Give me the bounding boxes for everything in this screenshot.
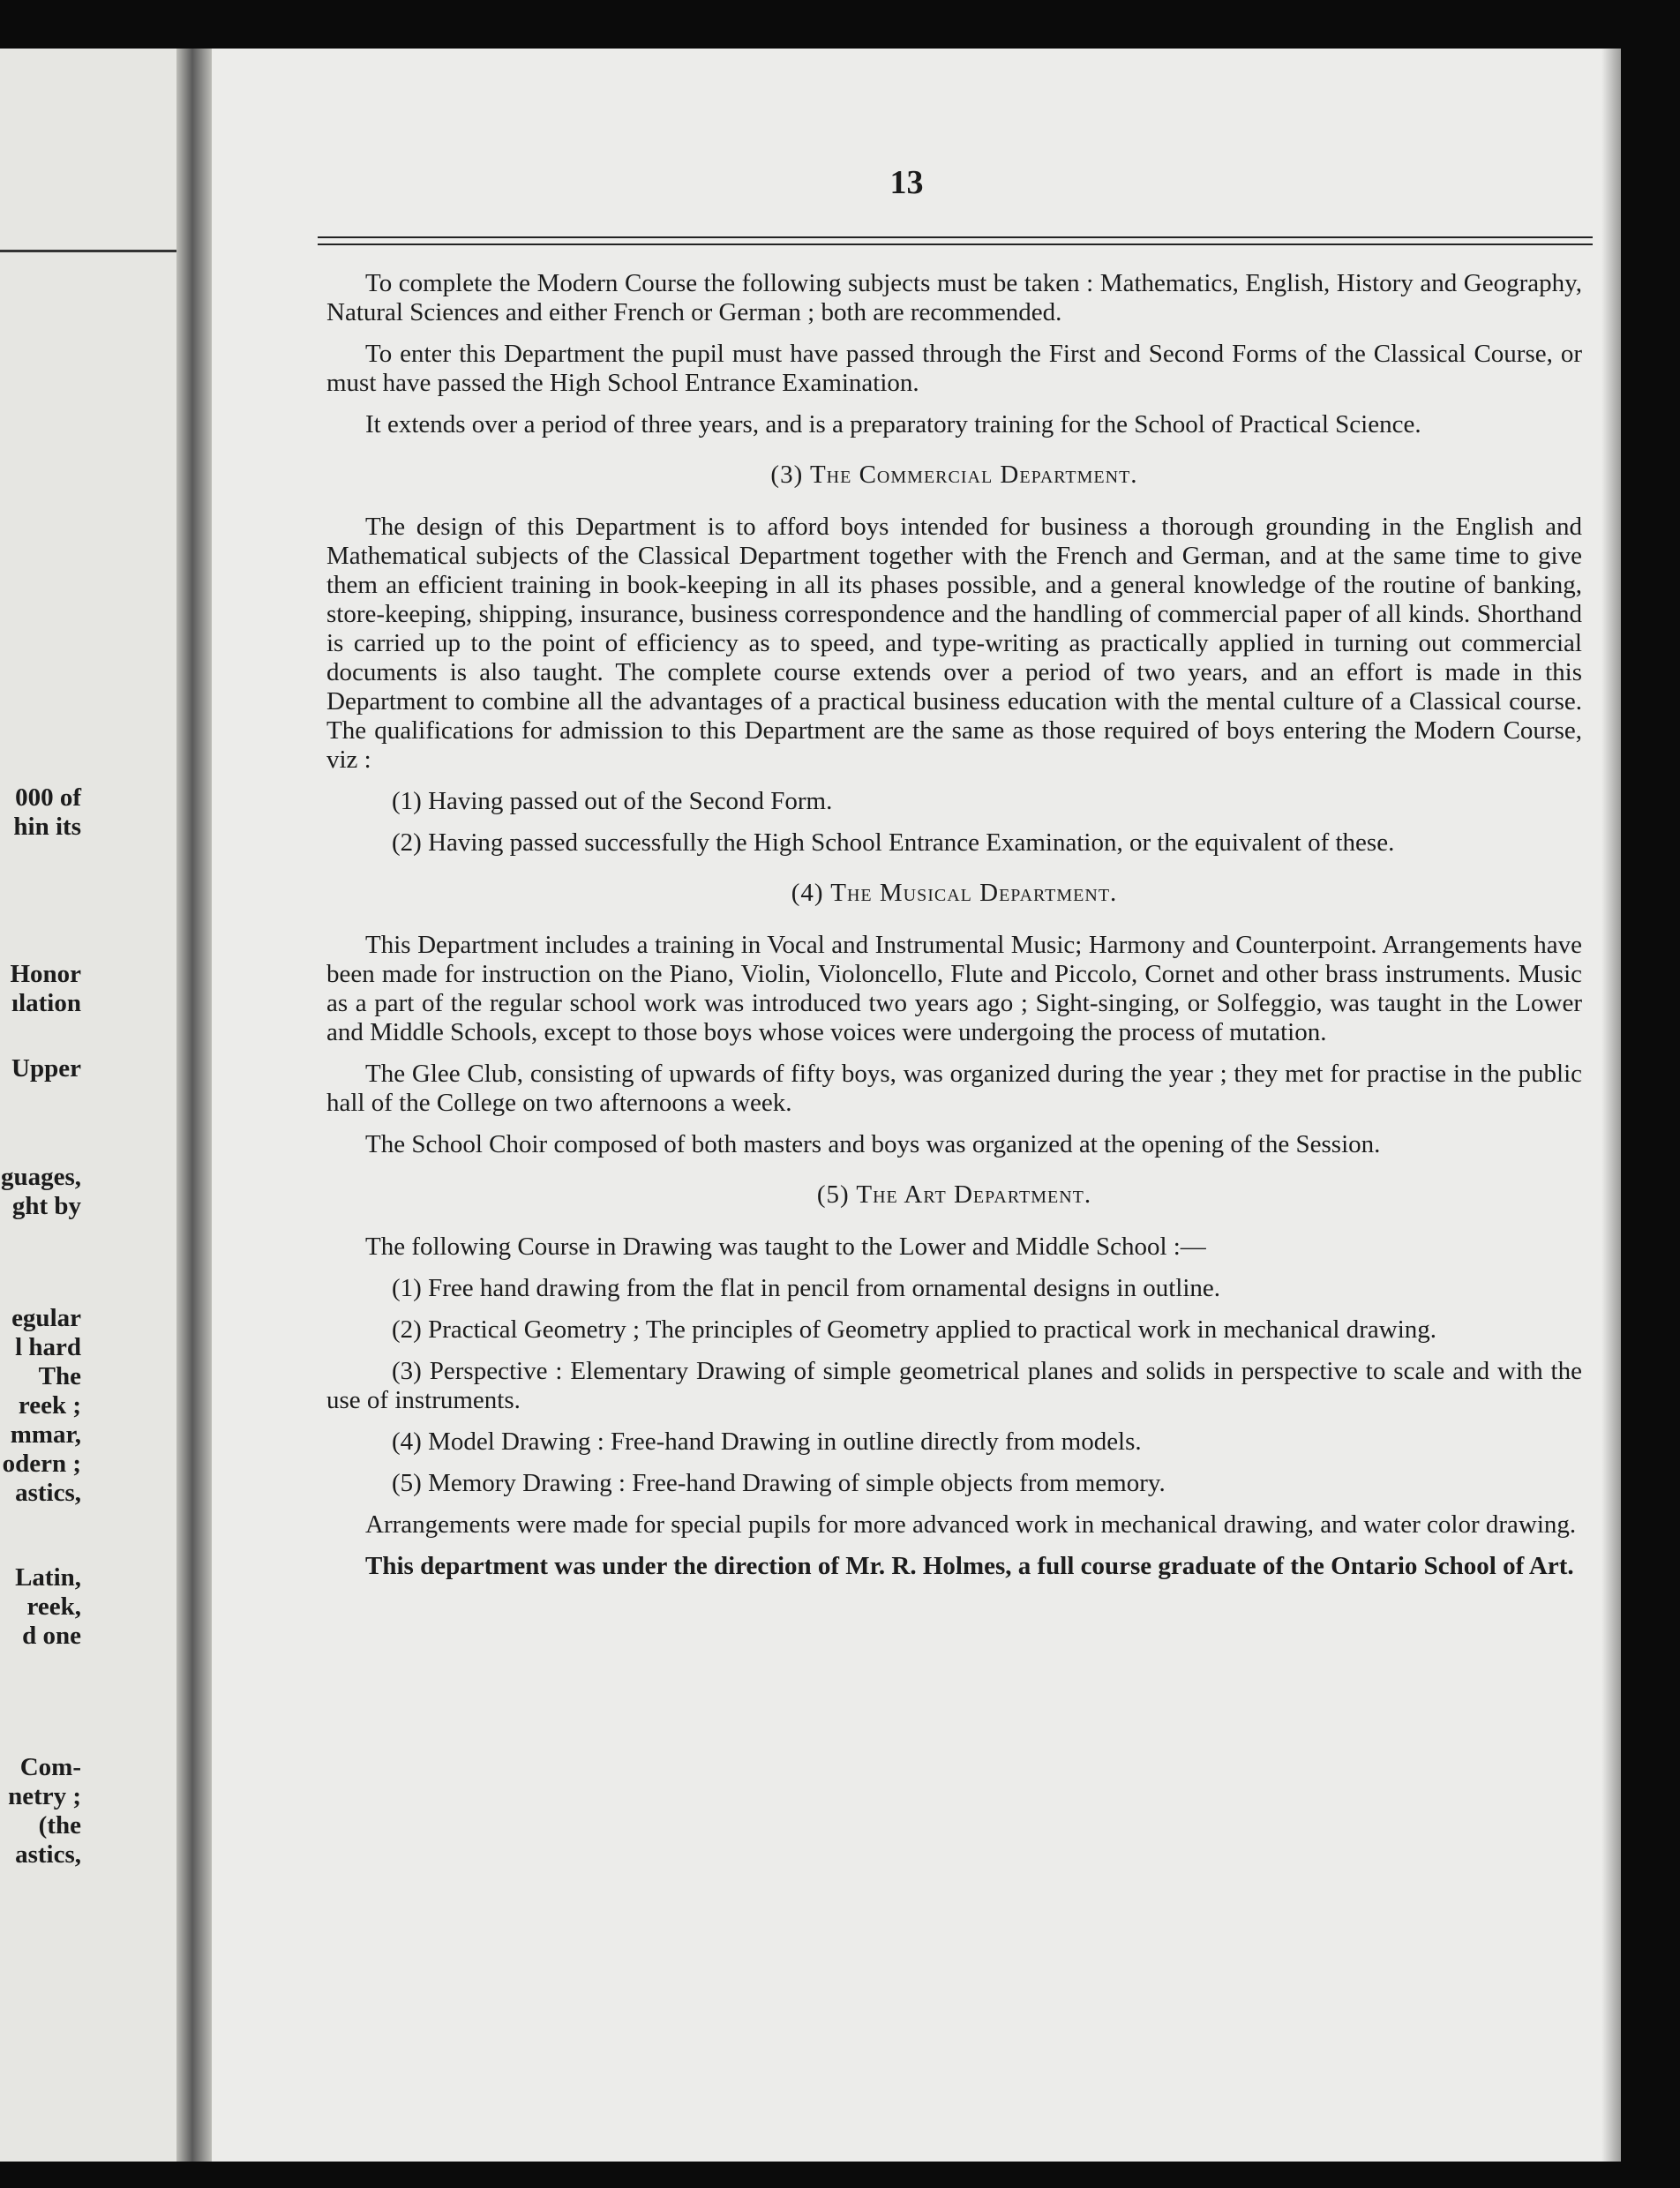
header-rule-top xyxy=(318,236,1593,238)
paragraph: Arrangements were made for special pupils for more advanced work in mechanical drawing, and water color drawing. xyxy=(365,1510,1577,1539)
margin-fragment: odern ; xyxy=(2,1450,81,1478)
margin-fragment: reek ; xyxy=(18,1391,81,1420)
list-item: (1) Free hand drawing from the flat in pencil from ornamental designs in outline. xyxy=(392,1274,1221,1302)
paragraph: This department was under the direction of Mr. R. Holmes, a full course graduate of the Ontario School of Art. xyxy=(365,1552,1574,1580)
section-heading: (4) The Musical Department. xyxy=(791,879,1118,907)
page xyxy=(212,49,1601,2162)
page-number: 13 xyxy=(889,164,924,201)
margin-fragment: Latin, xyxy=(15,1563,81,1592)
paragraph: To enter this Department the pupil must have passed through the First and Second Forms of the Classical Course, or must have passed the High School Entrance Examination. xyxy=(326,340,1582,397)
paragraph: It extends over a period of three years, and is a preparatory training for the School of Practical Science. xyxy=(365,410,1421,438)
margin-fragment: egular xyxy=(11,1304,81,1332)
left-page-rule xyxy=(0,250,176,252)
margin-fragment: astics, xyxy=(15,1479,81,1507)
section-heading: (3) The Commercial Department. xyxy=(770,461,1138,489)
margin-fragment: reek, xyxy=(26,1592,81,1621)
list-item: (2) Having passed successfully the High School Entrance Examination, or the equivalent of these. xyxy=(392,828,1395,857)
list-item: (2) Practical Geometry ; The principles of Geometry applied to practical work in mechanical drawing. xyxy=(392,1315,1437,1344)
list-item: (1) Having passed out of the Second Form. xyxy=(392,787,833,815)
margin-fragment: Com- xyxy=(19,1753,81,1781)
paragraph: To complete the Modern Course the following subjects must be taken : Mathematics, English, History and Geography, Natural Sciences and either French or German ; both are recommended. xyxy=(326,269,1582,326)
margin-fragment: ılation xyxy=(11,989,81,1017)
margin-fragment: guages, xyxy=(0,1163,81,1191)
page-edge-shadow xyxy=(1601,49,1621,2162)
book-gutter xyxy=(176,49,212,2162)
margin-fragment: netry ; xyxy=(8,1782,81,1810)
margin-fragment: mmar, xyxy=(10,1420,81,1449)
left-page-edge xyxy=(0,49,176,2162)
margin-fragment: The xyxy=(38,1362,81,1390)
list-item: (5) Memory Drawing : Free-hand Drawing of simple objects from memory. xyxy=(392,1469,1166,1497)
margin-fragment: (the xyxy=(38,1811,81,1840)
paragraph: This Department includes a training in Vocal and Instrumental Music; Harmony and Counterpoint. Arrangements have been made for instruction on the Piano, Violin, Violoncello, Flute and Piccolo, Cornet and other brass instruments. Music as a part of the regular school work was introduced two years ago ; Sight-singing, or Solfeggio, was taught in the Lower and Middle Schools, except to those boys whose voices were undergoing the process of mutation. xyxy=(326,931,1582,1046)
header-rule-bottom xyxy=(318,244,1593,245)
list-item: (3) Perspective : Elementary Drawing of simple geometrical planes and solids in perspective to scale and with the use of instruments. xyxy=(326,1357,1582,1414)
margin-fragment: l hard xyxy=(15,1333,81,1361)
page-body xyxy=(326,269,1582,1593)
paragraph: The design of this Department is to afford boys intended for business a thorough grounding in the English and Mathematical subjects of the Classical Department together with the French and German, and at the same time to give them an efficient training in book-keeping in all its phases possible, and a general knowledge of the routine of banking, store-keeping, shipping, insurance, business correspondence and the handling of commercial paper of all kinds. Shorthand is carried up to the point of efficiency as to speed, and type-writing as practically applied in turning out commercial documents is also taught. The complete course extends over a period of two years, and an effort is made in this Department to combine all the advantages of a practical business education with the mental culture of a Classical course. The qualifications for admission to this Department are the same as those required of boys entering the Modern Course, viz : xyxy=(326,513,1582,774)
margin-fragment: hin its xyxy=(13,813,81,841)
paragraph: The School Choir composed of both masters and boys was organized at the opening of the Session. xyxy=(365,1130,1381,1158)
margin-fragment: d one xyxy=(22,1622,81,1650)
list-item: (4) Model Drawing : Free-hand Drawing in outline directly from models. xyxy=(392,1427,1142,1456)
section-heading: (5) The Art Department. xyxy=(816,1180,1092,1209)
margin-fragment: astics, xyxy=(15,1840,81,1869)
margin-fragment: 000 of xyxy=(15,783,81,812)
paragraph: The Glee Club, consisting of upwards of fifty boys, was organized during the year ; they met for practise in the public hall of the College on two afternoons a week. xyxy=(326,1060,1582,1117)
margin-fragment: ght by xyxy=(11,1192,81,1220)
margin-fragment: Honor xyxy=(10,960,81,988)
paragraph: The following Course in Drawing was taught to the Lower and Middle School :— xyxy=(365,1233,1206,1261)
margin-fragment: Upper xyxy=(11,1054,81,1083)
